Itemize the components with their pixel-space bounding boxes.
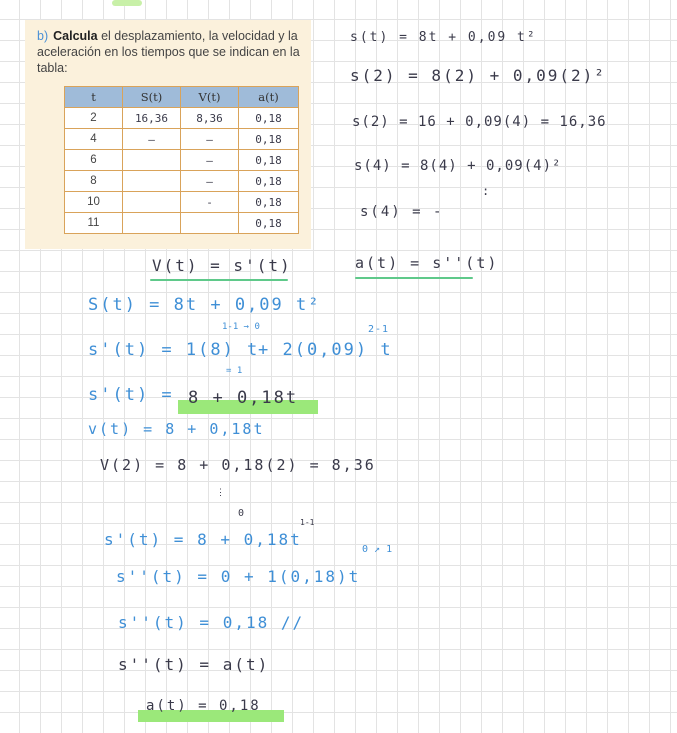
cell-a: 0,18 — [239, 171, 299, 192]
note-s-second-exponent: 0 ↗ 1 — [362, 544, 393, 555]
note-dotted-guide: ⋮ — [216, 488, 225, 498]
note-derivative-step: s'(t) = 1(8) t — [88, 340, 260, 360]
col-header-s: S(t) — [123, 87, 181, 108]
v-definition-underline — [150, 279, 288, 281]
cell-t: 11 — [65, 213, 123, 234]
note-zero-mark: 0 — [238, 508, 247, 519]
cell-v: 8,36 — [181, 108, 239, 129]
exercise-card — [25, 20, 311, 249]
table-row — [65, 108, 299, 129]
note-a-result: a(t) = 0,18 — [146, 698, 261, 714]
cell-s: 16,36 — [123, 108, 181, 129]
note-s4-substitution: s(4) = 8(4) + 0,09(4)² — [354, 158, 562, 174]
table-header-row — [65, 87, 299, 108]
cell-v — [181, 213, 239, 234]
note-s2-result: s(2) = 16 + 0,09(4) = 16,36 — [352, 114, 607, 130]
note-ellipsis: : — [482, 184, 492, 198]
highlight-mark — [112, 0, 142, 6]
note-s-function-blue: S(t) = 8t + 0,09 t² — [88, 295, 321, 315]
cell-v: — — [181, 150, 239, 171]
note-s-second-step: s''(t) = 0 + 1(0,18)t — [116, 567, 361, 586]
col-header-v: V(t) — [181, 87, 239, 108]
cell-v: — — [181, 171, 239, 192]
note-s-function: s(t) = 8t + 0,09 t² — [350, 30, 537, 45]
cell-t: 2 — [65, 108, 123, 129]
note-v-function: v(t) = 8 + 0,18t — [88, 420, 265, 438]
cell-t: 8 — [65, 171, 123, 192]
cell-t: 4 — [65, 129, 123, 150]
note-v2-result: V(2) = 8 + 0,18(2) = 8,36 — [100, 456, 376, 474]
cell-s: — — [123, 129, 181, 150]
note-s-second-definition: s''(t) = a(t) — [118, 655, 270, 674]
cell-s — [123, 171, 181, 192]
table-row — [65, 129, 299, 150]
table-row — [65, 192, 299, 213]
col-header-a: a(t) — [239, 87, 299, 108]
cell-t: 6 — [65, 150, 123, 171]
a-definition-underline — [355, 277, 473, 279]
cell-s — [123, 150, 181, 171]
cell-a: 0,18 — [239, 129, 299, 150]
cell-v: - — [181, 192, 239, 213]
exercise-statement — [37, 28, 307, 76]
cell-t: 10 — [65, 192, 123, 213]
note-v-definition: V(t) = s'(t) — [152, 256, 292, 275]
cell-a: 0,18 — [239, 192, 299, 213]
note-derivative-sub: = 1 — [226, 366, 243, 376]
note-s-prime-label: s'(t) = — [88, 385, 174, 405]
cell-s — [123, 213, 181, 234]
note-s-second-result: s''(t) = 0,18 // — [118, 613, 305, 632]
note-a-definition: a(t) = s''(t) — [355, 254, 499, 272]
note-derivative-exponent: 1-1 → 0 — [222, 322, 260, 332]
note-s-prime-exponent: 1-1 — [300, 518, 315, 527]
table-row — [65, 150, 299, 171]
note-derivative-tail-exponent: 2-1 — [368, 324, 390, 335]
table-row — [65, 171, 299, 192]
cell-a: 0,18 — [239, 150, 299, 171]
table-row — [65, 213, 299, 234]
note-s-prime-repeat: s'(t) = 8 + 0,18t — [104, 530, 302, 549]
note-s2-substitution: s(2) = 8(2) + 0,09(2)² — [350, 66, 606, 85]
exercise-label: b) — [37, 29, 49, 43]
cell-a: 0,18 — [239, 213, 299, 234]
note-derivative-step-tail: + 2(0,09) t — [258, 340, 393, 360]
note-s4-result: s(4) = - — [360, 204, 444, 220]
cell-a: 0,18 — [239, 108, 299, 129]
col-header-t: t — [65, 87, 123, 108]
cell-s — [123, 192, 181, 213]
data-table — [64, 86, 299, 234]
exercise-text: el desplazamiento, la velocidad y la aceleración en los tiempos que se indican en la tabla: — [37, 29, 300, 75]
exercise-verb: Calcula — [53, 29, 98, 43]
note-s-prime-result: 8 + 0,18t — [188, 388, 299, 408]
cell-v: — — [181, 129, 239, 150]
